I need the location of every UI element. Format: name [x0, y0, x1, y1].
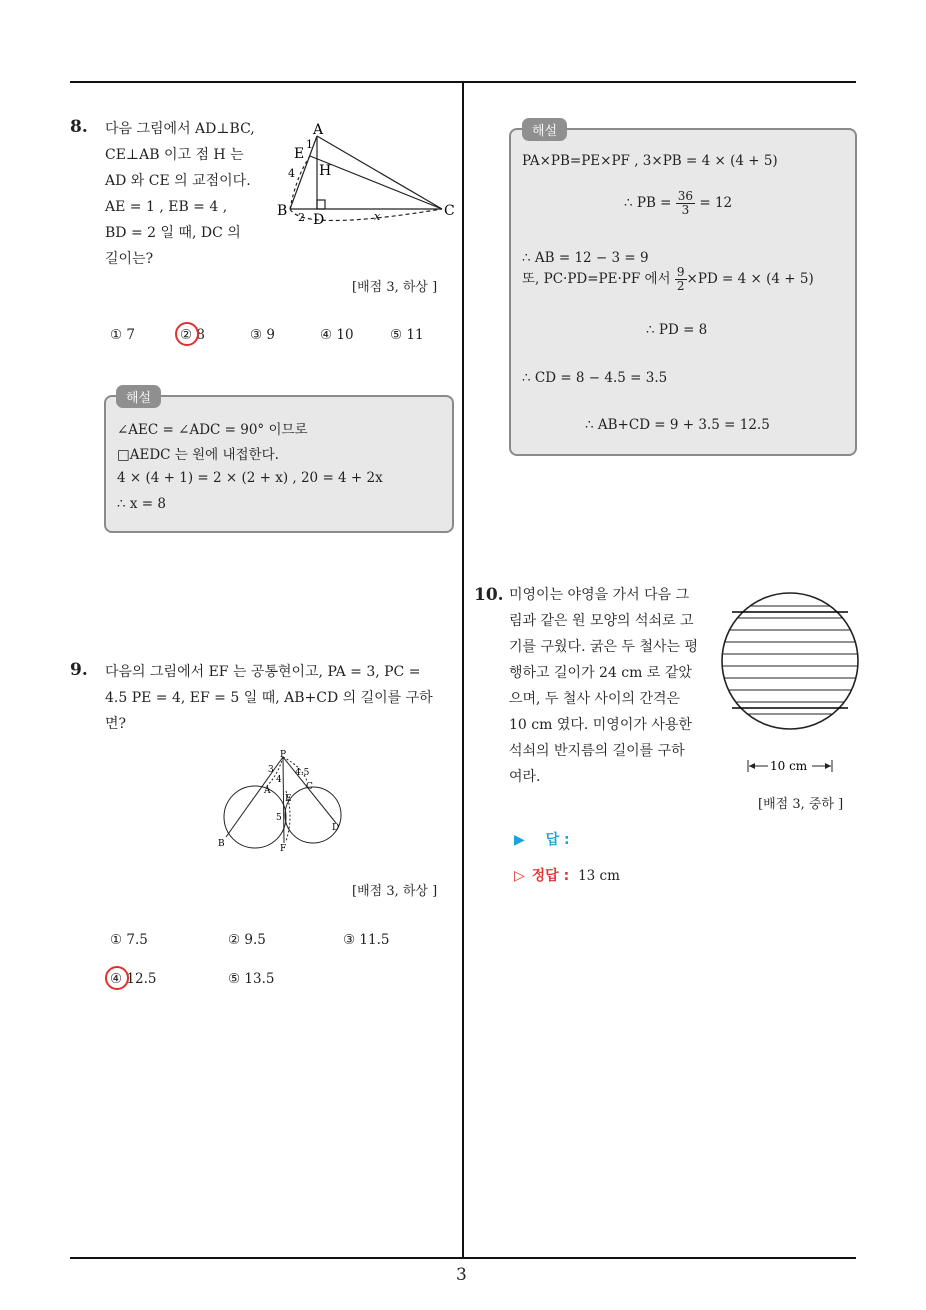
q9-solution-line-1: PA×PB=PE×PF , 3×PB = 4 × (4 + 5)	[522, 153, 778, 169]
q9-solution-line-4	[522, 266, 814, 293]
q8-choice-1[interactable]: ① 7	[110, 327, 135, 343]
q9-number: 9.	[70, 660, 88, 680]
q9-line-2: 4.5 PE = 4, EF = 5 일 때, AB+CD 의 길이를 구하	[105, 690, 433, 706]
q9-label-3: 3	[268, 765, 274, 775]
q8-solution-tag: 해설	[116, 385, 161, 408]
q8-label-C: C	[444, 203, 455, 219]
column-divider	[462, 83, 464, 1258]
q8-text	[105, 116, 265, 272]
q8-line-6: 길이는?	[105, 251, 154, 267]
q8-choice-5[interactable]: ⑤ 11	[390, 327, 424, 343]
q8-choice-4[interactable]: ④ 10	[320, 327, 354, 343]
q9-solution-line-2-b: = 12	[695, 195, 733, 211]
q10-number: 10.	[474, 585, 504, 605]
q9-label-A: A	[264, 786, 271, 796]
q9-solution-frac-1	[676, 190, 695, 217]
q9-solution-line-2	[624, 190, 732, 217]
q10-answer-label: 답 :	[545, 832, 570, 848]
q9-choice-2[interactable]: ② 9.5	[228, 932, 266, 948]
q8-solution-line-1: ∠AEC = ∠ADC = 90° 이므로	[117, 422, 308, 438]
q9-choice-4[interactable]: ④ 12.5	[110, 971, 157, 987]
bottom-rule	[70, 1257, 856, 1259]
frac-1-denominator: 3	[681, 203, 690, 217]
q9-choice-1[interactable]: ① 7.5	[110, 932, 148, 948]
q9-solution-line-4-a: 또, PC·PD=PE·PF 에서	[522, 271, 675, 287]
q8-label-H: H	[319, 163, 332, 179]
q10-text	[509, 582, 709, 790]
q9-label-E: E	[285, 794, 292, 804]
q9-line-3: 면?	[105, 716, 127, 732]
q9-label-B: B	[218, 839, 225, 849]
q9-solution-tag: 해설	[522, 118, 567, 141]
q9-solution-line-3: ∴ AB = 12 − 3 = 9	[522, 250, 649, 266]
q9-solution-line-4-b: ×PD = 4 × (4 + 5)	[686, 271, 814, 287]
q9-line-1: 다음의 그림에서 EF 는 공통현이고, PA = 3, PC =	[105, 664, 421, 680]
q9-label-4: 4	[276, 775, 282, 785]
frac-1-numerator: 36	[677, 189, 694, 203]
q9-score: [배점 3, 하상 ]	[352, 884, 438, 899]
q9-choice-3[interactable]: ③ 11.5	[343, 932, 390, 948]
q8-score: [배점 3, 하상 ]	[352, 280, 438, 295]
q10-answer-row	[514, 829, 570, 849]
q8-line-2: CE⊥AB 이고 점 H 는	[105, 147, 244, 163]
q10-line-7: 석쇠의 반지름의 길이를 구하	[509, 743, 685, 759]
q8-triangle-figure	[272, 122, 462, 227]
q8-solution-line-3: 4 × (4 + 1) = 2 × (2 + x) , 20 = 4 + 2x	[117, 470, 383, 486]
q8-solution-line-2: □AEDC 는 원에 내접한다.	[117, 447, 279, 463]
q8-label-x: x	[374, 210, 381, 223]
q8-label-D: D	[313, 212, 325, 227]
q9-solution-frac-2	[675, 266, 687, 293]
q8-label-4: 4	[288, 167, 295, 180]
q10-figure-label: 10 cm	[770, 759, 808, 773]
play-icon: ▶	[514, 832, 525, 848]
q8-line-1: 다음 그림에서 AD⊥BC,	[105, 121, 255, 137]
q9-circles-figure	[210, 745, 360, 855]
q8-label-2: 2	[298, 211, 305, 224]
q9-selected-mark	[105, 966, 129, 990]
q10-grill-figure	[718, 582, 862, 774]
q8-solution-line-4: ∴ x = 8	[117, 496, 166, 512]
q8-label-1: 1	[306, 138, 313, 151]
q8-line-4: AE = 1 , EB = 4 ,	[105, 199, 228, 215]
q10-line-6: 10 cm 였다. 미영이가 사용한	[509, 717, 692, 733]
q9-label-F: F	[280, 844, 287, 854]
play-outline-icon: ▷	[514, 868, 525, 884]
q9-label-4-5: 4.5	[295, 768, 310, 778]
q10-line-3: 기를 구웠다. 굵은 두 철사는 평	[509, 639, 698, 655]
q8-line-5: BD = 2 일 때, DC 의	[105, 225, 241, 241]
q10-score: [배점 3, 중하 ]	[758, 797, 844, 812]
frac-2-denominator: 2	[676, 279, 685, 293]
q8-label-A: A	[313, 122, 324, 138]
q8-solution-box	[104, 395, 454, 533]
q10-line-2: 림과 같은 원 모양의 석쇠로 고	[509, 613, 694, 629]
q9-label-C: C	[306, 782, 313, 792]
q9-text	[105, 659, 455, 737]
q8-choice-3[interactable]: ③ 9	[250, 327, 275, 343]
q9-label-D: D	[332, 823, 340, 833]
q8-number: 8.	[70, 117, 88, 137]
q9-solution-line-5: ∴ PD = 8	[646, 322, 708, 338]
q9-solution-line-2-a: ∴ PB =	[624, 195, 676, 211]
q10-line-5: 으며, 두 철사 사이의 간격은	[509, 691, 681, 707]
q10-correct-row	[514, 865, 620, 885]
q9-solution-line-7: ∴ AB+CD = 9 + 3.5 = 12.5	[585, 417, 770, 433]
q9-label-5: 5	[276, 813, 282, 823]
q10-line-8: 여라.	[509, 769, 541, 785]
q8-selected-mark	[175, 322, 199, 346]
q8-label-E: E	[294, 146, 305, 162]
q8-label-B: B	[277, 203, 288, 219]
q10-correct-label: 정답 :	[531, 868, 570, 884]
q9-choice-5[interactable]: ⑤ 13.5	[228, 971, 275, 987]
page-number: 3	[456, 1265, 467, 1285]
q9-solution-line-6: ∴ CD = 8 − 4.5 = 3.5	[522, 370, 668, 386]
q9-label-P: P	[280, 750, 287, 760]
q8-choice-2[interactable]: ② 8	[180, 327, 205, 343]
frac-2-numerator: 9	[676, 265, 685, 279]
q8-line-3: AD 와 CE 의 교점이다.	[105, 173, 251, 189]
q10-correct-value: 13 cm	[578, 868, 620, 884]
q10-line-4: 행하고 길이가 24 cm 로 같았	[509, 665, 692, 681]
q10-line-1: 미영이는 야영을 가서 다음 그	[509, 587, 690, 603]
